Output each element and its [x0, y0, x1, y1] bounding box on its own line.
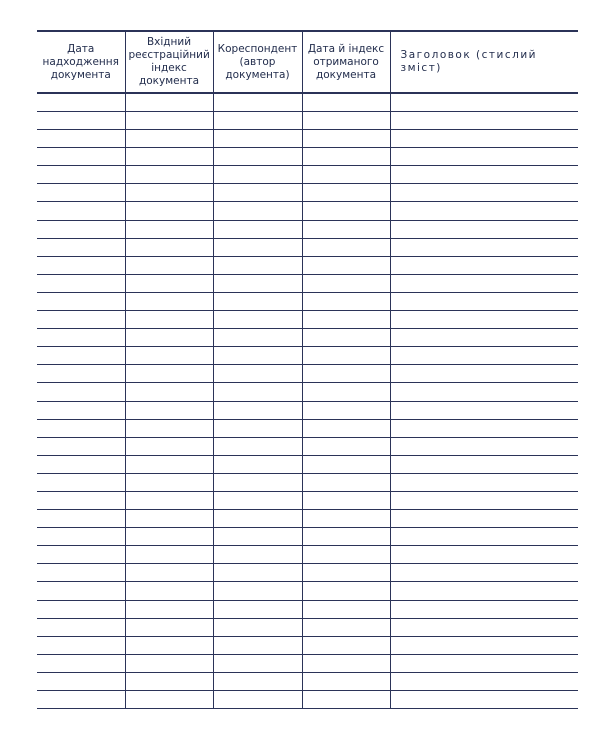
table-cell: [302, 93, 390, 112]
table-cell: [213, 238, 302, 256]
table-row: [37, 419, 578, 437]
table-cell: [125, 401, 213, 419]
column-header-received-date-index: Дата й індекс отриманого документа: [302, 31, 390, 93]
table-cell: [302, 329, 390, 347]
table-cell: [37, 636, 125, 654]
table-cell: [37, 112, 125, 130]
table-cell: [125, 672, 213, 690]
table-cell: [125, 636, 213, 654]
table-row: [37, 166, 578, 184]
table-cell: [302, 618, 390, 636]
table-cell: [213, 184, 302, 202]
table-cell: [37, 130, 125, 148]
table-row: [37, 582, 578, 600]
table-row: [37, 437, 578, 455]
table-cell: [302, 112, 390, 130]
table-cell: [37, 347, 125, 365]
table-cell: [125, 419, 213, 437]
table-cell: [125, 292, 213, 310]
column-header-receipt-date: Дата надходження документа: [37, 31, 125, 93]
table-cell: [213, 437, 302, 455]
table-cell: [37, 292, 125, 310]
table-cell: [125, 347, 213, 365]
table-cell: [390, 184, 578, 202]
table-cell: [302, 672, 390, 690]
table-cell: [302, 691, 390, 709]
table-cell: [213, 654, 302, 672]
table-cell: [390, 691, 578, 709]
table-cell: [125, 491, 213, 509]
table-cell: [125, 546, 213, 564]
table-cell: [37, 238, 125, 256]
table-cell: [302, 636, 390, 654]
table-cell: [37, 564, 125, 582]
table-cell: [213, 546, 302, 564]
table-cell: [125, 455, 213, 473]
table-cell: [302, 528, 390, 546]
table-cell: [37, 401, 125, 419]
table-cell: [302, 401, 390, 419]
table-cell: [213, 564, 302, 582]
table-row: [37, 292, 578, 310]
table-cell: [213, 256, 302, 274]
table-cell: [213, 528, 302, 546]
table-row: [37, 491, 578, 509]
table-cell: [213, 365, 302, 383]
table-cell: [213, 347, 302, 365]
table-cell: [302, 347, 390, 365]
table-cell: [37, 329, 125, 347]
table-cell: [213, 401, 302, 419]
table-row: [37, 220, 578, 238]
table-cell: [302, 130, 390, 148]
table-cell: [390, 455, 578, 473]
table-cell: [390, 419, 578, 437]
table-cell: [37, 455, 125, 473]
table-cell: [390, 473, 578, 491]
table-cell: [125, 274, 213, 292]
table-cell: [37, 437, 125, 455]
table-cell: [213, 202, 302, 220]
header-row: [37, 31, 578, 93]
table-cell: [125, 618, 213, 636]
table-row: [37, 238, 578, 256]
table-cell: [125, 130, 213, 148]
table-cell: [213, 112, 302, 130]
table-cell: [125, 202, 213, 220]
table-row: [37, 636, 578, 654]
table-row: [37, 112, 578, 130]
table-cell: [390, 292, 578, 310]
table-cell: [213, 93, 302, 112]
table-cell: [390, 166, 578, 184]
table-cell: [390, 311, 578, 329]
table-cell: [213, 329, 302, 347]
table-cell: [213, 383, 302, 401]
table-row: [37, 473, 578, 491]
table-cell: [213, 148, 302, 166]
table-cell: [390, 347, 578, 365]
table-cell: [213, 636, 302, 654]
table-cell: [302, 383, 390, 401]
table-cell: [37, 365, 125, 383]
table-cell: [390, 112, 578, 130]
table-row: [37, 329, 578, 347]
table-cell: [37, 491, 125, 509]
table-cell: [37, 546, 125, 564]
table-cell: [125, 238, 213, 256]
table-cell: [390, 582, 578, 600]
column-header-correspondent: Кореспондент (автор документа): [213, 31, 302, 93]
table-cell: [390, 256, 578, 274]
table-cell: [37, 184, 125, 202]
table-cell: [213, 510, 302, 528]
table-cell: [37, 93, 125, 112]
table-cell: [37, 600, 125, 618]
table-cell: [390, 148, 578, 166]
table-row: [37, 564, 578, 582]
table-cell: [390, 238, 578, 256]
table-cell: [125, 564, 213, 582]
table-cell: [302, 600, 390, 618]
table-cell: [125, 311, 213, 329]
table-cell: [302, 582, 390, 600]
table-cell: [390, 528, 578, 546]
table-cell: [125, 473, 213, 491]
table-row: [37, 383, 578, 401]
table-row: [37, 672, 578, 690]
table-cell: [390, 618, 578, 636]
table-cell: [37, 202, 125, 220]
table-cell: [302, 166, 390, 184]
table-cell: [390, 510, 578, 528]
table-row: [37, 93, 578, 112]
table-cell: [125, 184, 213, 202]
table-cell: [125, 691, 213, 709]
table-cell: [125, 365, 213, 383]
table-cell: [37, 256, 125, 274]
table-cell: [213, 166, 302, 184]
table-row: [37, 365, 578, 383]
table-cell: [125, 510, 213, 528]
table-row: [37, 256, 578, 274]
table-cell: [125, 112, 213, 130]
table-cell: [213, 419, 302, 437]
table-row: [37, 202, 578, 220]
table-cell: [213, 455, 302, 473]
table-cell: [390, 654, 578, 672]
table-cell: [390, 329, 578, 347]
table-cell: [213, 220, 302, 238]
column-header-registration-index: Вхідний реєстраційний індекс документа: [125, 31, 213, 93]
table-cell: [390, 202, 578, 220]
table-cell: [213, 600, 302, 618]
table-cell: [390, 383, 578, 401]
table-cell: [302, 564, 390, 582]
table-cell: [390, 401, 578, 419]
table-row: [37, 546, 578, 564]
table-cell: [213, 672, 302, 690]
table-cell: [302, 256, 390, 274]
table-cell: [302, 238, 390, 256]
column-header-title-summary: Заголовок (стислий зміст): [390, 31, 578, 93]
table-row: [37, 184, 578, 202]
table-cell: [302, 292, 390, 310]
table-cell: [125, 256, 213, 274]
register-body: [37, 93, 578, 709]
table-cell: [390, 546, 578, 564]
table-cell: [390, 491, 578, 509]
table-cell: [302, 455, 390, 473]
table-row: [37, 600, 578, 618]
table-cell: [37, 473, 125, 491]
table-cell: [302, 202, 390, 220]
table-cell: [125, 220, 213, 238]
table-cell: [125, 582, 213, 600]
table-cell: [213, 491, 302, 509]
table-cell: [37, 672, 125, 690]
table-cell: [37, 274, 125, 292]
table-row: [37, 274, 578, 292]
table-cell: [37, 419, 125, 437]
table-row: [37, 130, 578, 148]
table-cell: [213, 311, 302, 329]
table-row: [37, 618, 578, 636]
table-cell: [390, 600, 578, 618]
table-cell: [213, 274, 302, 292]
table-cell: [125, 437, 213, 455]
table-cell: [125, 93, 213, 112]
table-cell: [213, 582, 302, 600]
table-cell: [302, 473, 390, 491]
table-row: [37, 311, 578, 329]
table-cell: [213, 130, 302, 148]
table-cell: [302, 654, 390, 672]
table-cell: [302, 546, 390, 564]
table-cell: [37, 383, 125, 401]
table-row: [37, 528, 578, 546]
table-cell: [213, 618, 302, 636]
table-row: [37, 654, 578, 672]
table-cell: [213, 473, 302, 491]
table-cell: [302, 148, 390, 166]
table-cell: [390, 93, 578, 112]
table-cell: [390, 564, 578, 582]
table-cell: [302, 510, 390, 528]
table-cell: [302, 365, 390, 383]
table-cell: [390, 636, 578, 654]
table-cell: [213, 691, 302, 709]
table-cell: [390, 672, 578, 690]
table-cell: [390, 220, 578, 238]
table-row: [37, 401, 578, 419]
table-cell: [390, 365, 578, 383]
table-cell: [37, 691, 125, 709]
table-cell: [390, 130, 578, 148]
table-cell: [302, 437, 390, 455]
table-row: [37, 148, 578, 166]
table-cell: [390, 274, 578, 292]
table-cell: [125, 528, 213, 546]
table-row: [37, 455, 578, 473]
table-cell: [125, 654, 213, 672]
table-cell: [125, 148, 213, 166]
table-cell: [302, 491, 390, 509]
table-cell: [125, 329, 213, 347]
table-cell: [37, 582, 125, 600]
table-cell: [125, 600, 213, 618]
table-cell: [125, 166, 213, 184]
table-cell: [302, 274, 390, 292]
table-row: [37, 510, 578, 528]
table-cell: [390, 437, 578, 455]
table-cell: [37, 220, 125, 238]
table-cell: [37, 166, 125, 184]
table-row: [37, 691, 578, 709]
table-cell: [302, 184, 390, 202]
table-cell: [37, 618, 125, 636]
table-cell: [37, 311, 125, 329]
table-cell: [37, 528, 125, 546]
table-cell: [125, 383, 213, 401]
table-cell: [37, 510, 125, 528]
table-cell: [302, 311, 390, 329]
table-cell: [37, 148, 125, 166]
table-cell: [302, 220, 390, 238]
table-cell: [213, 292, 302, 310]
table-row: [37, 347, 578, 365]
table-cell: [302, 419, 390, 437]
table-cell: [37, 654, 125, 672]
incoming-documents-register-table: [37, 30, 578, 709]
